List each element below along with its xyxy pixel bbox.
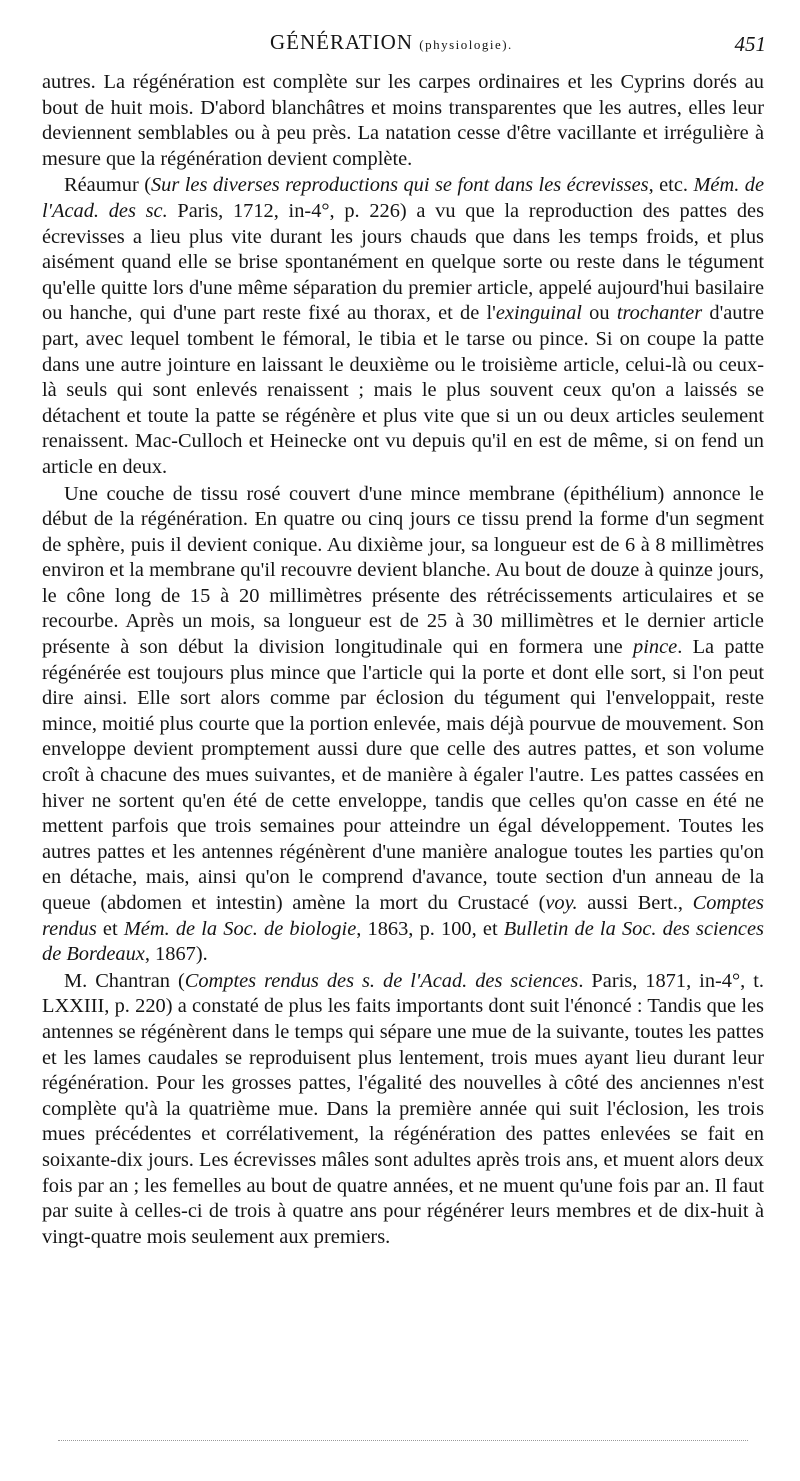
italic-text: Comptes rendus des s. de l'Acad. des sciences [184,969,579,992]
italic-text: Comptes rendus [42,892,764,940]
body-text [42,70,764,1250]
text-run: Une couche de tissu rosé couvert d'une mince membrane (épithélium) annonce le début de la régénération. En quatre ou cinq jours ce tissu prend la forme d'un segment de sphère, puis il devient conique. Au dixième jour, sa longueur est de 6 à 8 millimètres environ et la membrane qu'il recouvre devient blanche. Au bout de douze à quinze jours, le cône long de 15 à 20 millimètres présente des rétrécissements articulaires et se recourbe. Après un mois, sa longueur est de 25 à 30 millimètres et le dernier article présente à son début la division longitudinale qui en formera une [42,482,764,659]
text-run: aussi Bert., [577,892,693,914]
italic-text: Mém. de la Soc. de biologie [123,917,357,940]
running-title-main: GÉNÉRATION [270,30,413,54]
italic-text: exinguinal [495,302,582,325]
italic-text: voy. [545,892,578,914]
running-header [0,30,800,58]
italic-text: Mém. de l'Acad. des sc. [42,174,764,222]
paragraph [42,482,764,968]
text-run: autres. La régénération est complète sur les carpes ordinaires et les Cyprins dorés au bout de huit mois. D'abord blanchâtres et moins transparentes que les autres, elles leur deviennent semblables ou à peu près. La natation cesse d'être vacillante et irrégulière à mesure que la régénération devient complète. [42,71,764,170]
text-run: et [96,917,124,940]
text-run: , 1863, p. 100, et [356,917,504,940]
text-run: Paris, 1712, in-4°, p. 226) a vu que la reproduction des pattes des écrevisses a lieu plus vite durant les jours chauds que dans les temps froids, et plus aisément quand elle se brise spontanément en quelque sorte ou reste dans le tégument qu'elle quitte lors d'une même séparation du premier article, appelé aujourd'hui basilaire ou hanche, qui d'une part reste fixé au thorax, et de l' [42,199,764,325]
text-run: . La patte régénérée est toujours plus mince que l'article qui la porte et dont elle sort, si l'on peut dire ainsi. Elle sort alors comme par éclosion du tégument qui l'enveloppait, reste mince, moitié plus courte que la portion enlevée, mais déjà pourvue de mouvement. Son enveloppe devient promptement aussi dure que celle des autres pattes, et son volume croît à chacune des mues suivantes, et de manière à égaler l'autre. Les pattes cassées en hiver ne sortent qu'en été de cette enveloppe, tandis que celles qu'on casse en été ne mettent parfois que trois semaines pour atteindre un égal développement. Toutes les autres pattes et les antennes régénèrent d'une manière analogue toutes les parties qu'on en détache, mais, ainsi qu'on le comprend d'avance, toute section d'un anneau de la queue (abdomen et intestin) amène la mort du Crustacé ( [42,636,764,914]
text-run: M. Chantran ( [64,969,185,992]
running-title-subject: (physiologie). [419,37,513,52]
italic-text: Bulletin de la Soc. des sciences de Bordeaux [42,917,764,966]
text-run: . Paris, 1871, in-4°, t. LXXIII, p. 220) a constaté de plus les faits importants dont suit l'énoncé : Tandis que les antennes se régénèrent dans le temps qui sépare une mue de la suivante, toutes les pattes et les lames caudales se reproduisent plus lentement, trois mues ayant lieu durant leur régénération. Pour les grosses pattes, l'égalité des nouvelles à côté des anciennes n'est complète qu'à la quatrième mue. Dans la première année qui suit l'éclosion, les trois mues précédentes et corrélativement, la régénération des pattes enlevées se fait en soixante-dix jours. Les écrevisses mâles sont adultes après trois ans, et muent alors deux fois par an ; les femelles au bout de quatre années, et ne muent qu'une fois par an. Il faut par suite à celles-ci de trois à quatre ans pour régénérer leurs membres et de dix-huit à vingt-quatre mois seulement aux premiers. [42,969,764,1248]
italic-text: trochanter [616,302,703,325]
footer-rule [58,1440,748,1441]
text-run: Réaumur ( [64,174,151,197]
text-run: d'autre part, avec lequel tombent le fémoral, le tibia et le tarse ou pince. Si on coupe la patte dans une autre jointure en laissant le deuxième ou le troisième article, celui-là ou ceux-là seuls qui sont enlevés renaissent ; mais le plus souvent ceux qu'on a laissés se détachent et toute la patte se régénère et plus vite que si un ou deux articles seulement renaissent. Mac-Culloch et Heinecke ont vu depuis qu'il en est de même, si on fend un article en deux. [42,302,765,478]
italic-text: pince [633,636,678,659]
italic-text: Sur les diverses reproductions qui se font dans les écrevisses [150,174,649,197]
running-title [270,30,513,55]
paragraph [42,969,764,1251]
text-run: , 1867). [144,943,208,966]
text-run: ou [581,302,617,325]
paragraph [42,70,764,172]
paragraph [42,173,764,480]
text-run: , etc. [648,174,694,197]
page-number: 451 [734,32,766,56]
